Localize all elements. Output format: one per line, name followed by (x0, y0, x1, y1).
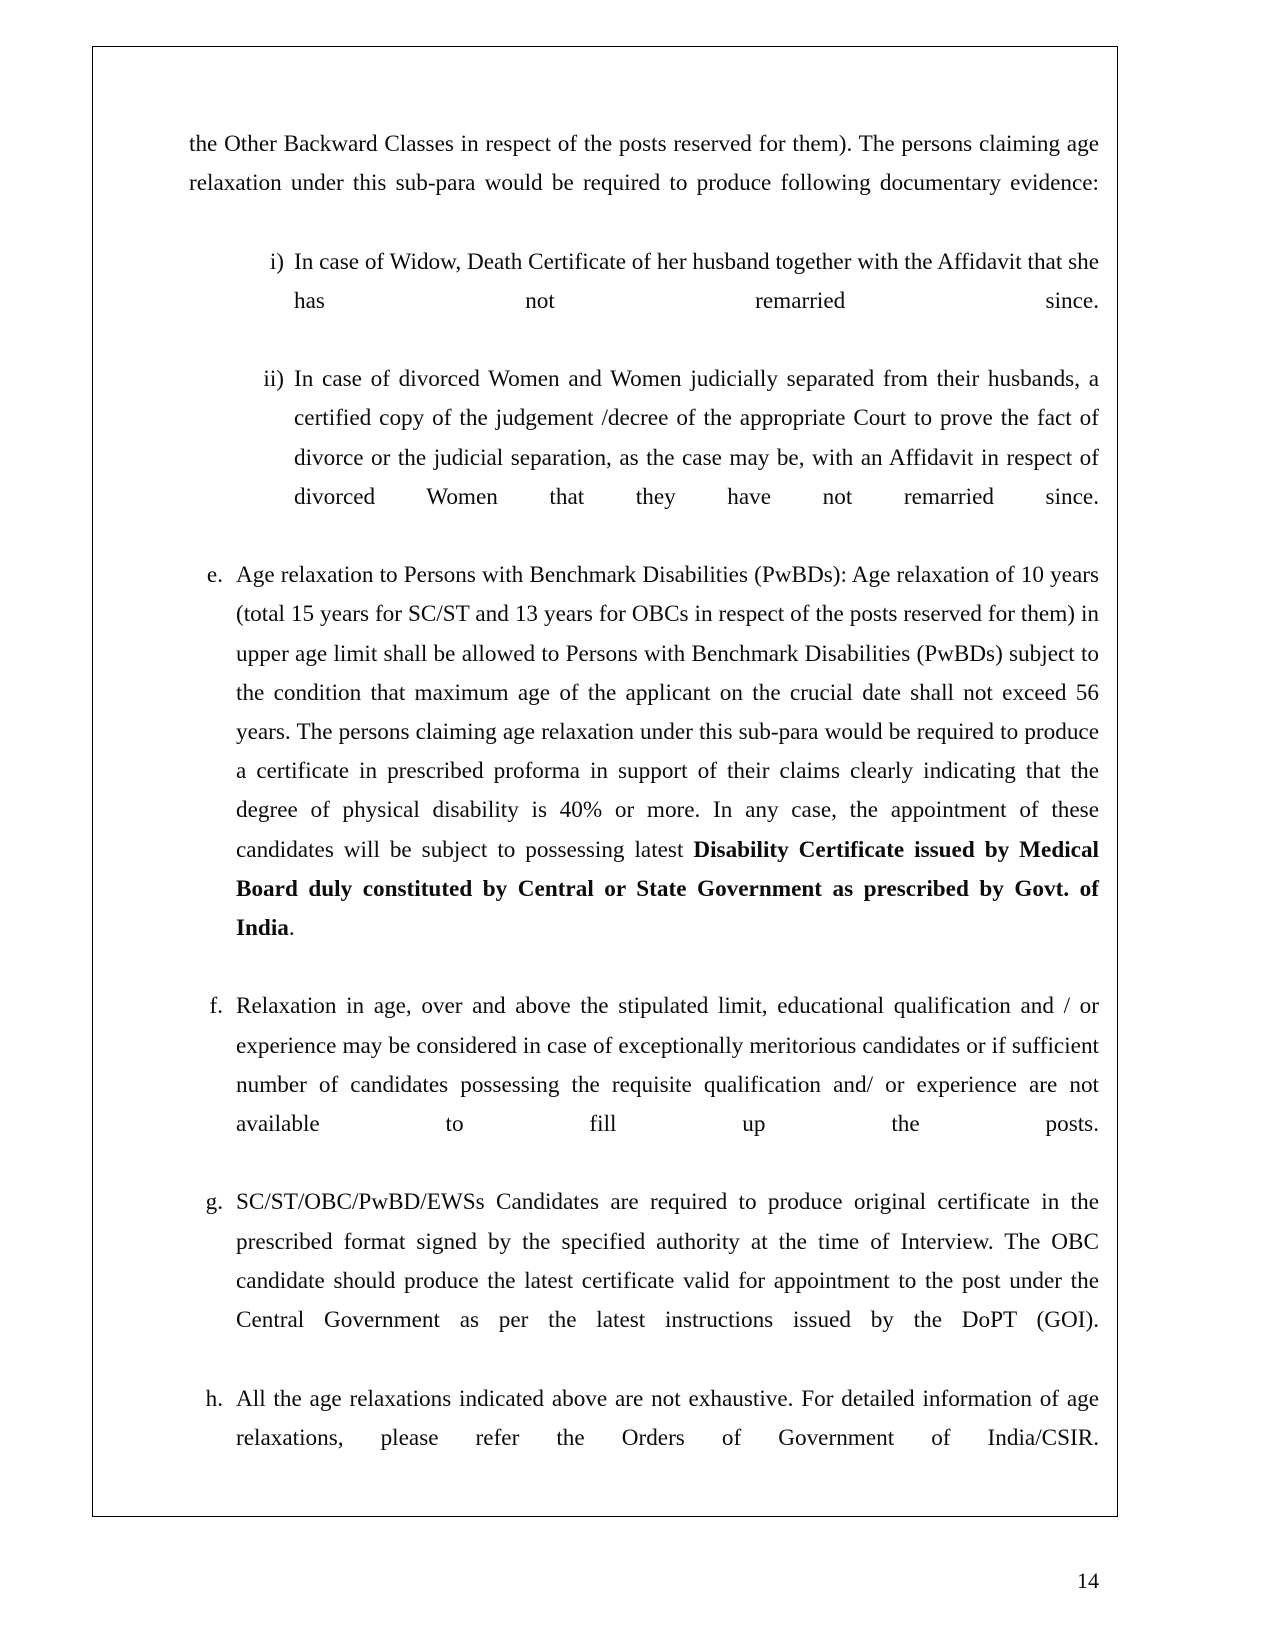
continued-paragraph: the Other Backward Classes in respect of the posts reserved for them). The persons claiming age relaxation under this sub-para would be required to produce following documentary evidence: (189, 131, 1099, 197)
disability-certificate-emphasis: Disability Certificate issued by Medical Board duly constituted by Central or State Government as prescribed by Govt. of India (236, 836, 1099, 942)
roman-item-text: In case of divorced Women and Women judicially separated from their husbands, a certified copy of the judgement /decree of the appropriate Court to prove the fact of divorce or the judicial separation, as the case may be, with an Affidavit in respect of divorced Women that they have not remarried since. (294, 366, 1099, 510)
roman-marker-i: i) (269, 248, 284, 275)
list-item (189, 1380, 1099, 1498)
list-item (189, 360, 1099, 556)
roman-marker-ii: ii) (263, 366, 284, 393)
clause-text-tail: . (288, 915, 295, 942)
letter-marker-h: h. (205, 1385, 223, 1412)
clause-text-lead: SC/ST/OBC/PwBD/EWSs Candidates are required to produce original certificate in the prescribed format signed by the specified authority at the time of Interview. The OBC candidate should produce the latest certificate valid for appointment to the post under the Central Government as per the latest instructions issued by the DoPT (GOI). (236, 1189, 1099, 1334)
age-relaxation-clause-list (189, 556, 1099, 1497)
list-item (189, 1183, 1099, 1379)
letter-marker-g: g. (205, 1189, 223, 1216)
list-item (189, 987, 1099, 1183)
page-content-body (189, 125, 1099, 1593)
list-item (189, 243, 1099, 361)
page-number: 14 (1077, 1568, 1099, 1593)
letter-marker-f: f. (209, 993, 223, 1020)
clause-text-lead: Age relaxation to Persons with Benchmark Disabilities (PwBDs): Age relaxation of 10 years (total 15 years for SC/ST and 13 years for OBCs in respect of the posts reserved for them) in upper age limit shall be allowed to Persons with Benchmark Disabilities (PwBDs) subject to the condition that maximum age of the applicant on the crucial date shall not exceed 56 years. The persons claiming age relaxation under this sub-para would be required to produce a certificate in prescribed proforma in support of their claims clearly indicating that the degree of physical disability is 40% or more. In any case, the appointment of these candidates will be subject to possessing latest (236, 562, 1099, 863)
clause-text-lead: All the age relaxations indicated above are not exhaustive. For detailed information of age relaxations, please refer the Orders of Government of India/CSIR. (236, 1385, 1099, 1451)
documentary-evidence-list (189, 243, 1099, 557)
page-border-frame (92, 46, 1118, 1593)
roman-item-text: In case of Widow, Death Certificate of her husband together with the Affidavit that she has not remarried since. (294, 248, 1099, 314)
clause-text-lead: Relaxation in age, over and above the stipulated limit, educational qualification and / or experience may be considered in case of exceptionally meritorious candidates or if sufficient number of candidates possessing the requisite qualification and/ or experience are not available to fill up the posts. (236, 993, 1099, 1138)
list-item (189, 556, 1099, 987)
letter-marker-e: e. (206, 562, 223, 589)
